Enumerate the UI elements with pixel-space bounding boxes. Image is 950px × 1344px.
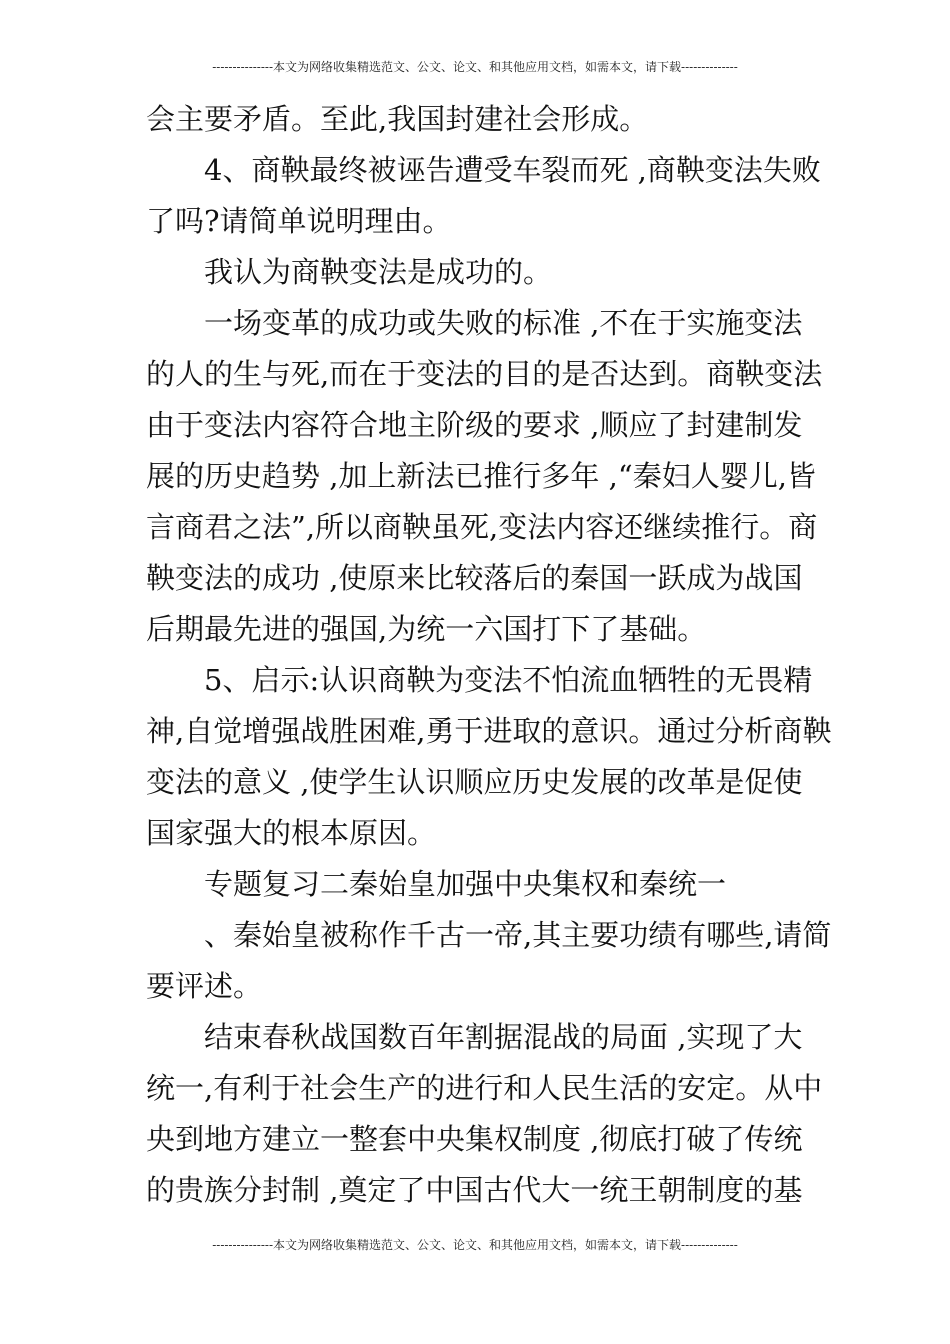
text-line: 统一,有利于社会生产的进行和人民生活的安定。从中 xyxy=(146,1071,823,1105)
text-line: 鞅变法的成功 ,使原来比较落后的秦国一跃成为战国 xyxy=(146,561,803,595)
text-line: 会主要矛盾。至此,我国封建社会形成。 xyxy=(146,102,649,136)
text-line: 、秦始皇被称作千古一帝,其主要功绩有哪些,请简 xyxy=(204,918,832,952)
text-line: 要评述。 xyxy=(146,969,263,1003)
text-line: 一场变革的成功或失败的标准 ,不在于实施变法 xyxy=(204,306,803,340)
text-line: 结束春秋战国数百年割据混战的局面 ,实现了大 xyxy=(204,1020,803,1054)
document-body xyxy=(146,94,832,1216)
text-line: 的贵族分封制 ,奠定了中国古代大一统王朝制度的基 xyxy=(146,1173,803,1207)
section-heading: 专题复习二秦始皇加强中央集权和秦统一 xyxy=(204,867,727,901)
text-line: 后期最先进的强国,为统一六国打下了基础。 xyxy=(146,612,707,646)
footer-banner: ---------------本文为网络收集精选范文、公文、论文、和其他应用文档，如需本文，请下载-------------- xyxy=(212,1238,738,1252)
text-line: 了吗?请简单说明理由。 xyxy=(146,204,452,238)
text-line: 的人的生与死,而在于变法的目的是否达到。商鞅变法 xyxy=(146,357,823,391)
text-line: 5、启示:认识商鞅为变法不怕流血牺牲的无畏精 xyxy=(204,663,813,697)
text-line: 国家强大的根本原因。 xyxy=(146,816,437,850)
text-line: 央到地方建立一整套中央集权制度 ,彻底打破了传统 xyxy=(146,1122,803,1156)
text-line: 展的历史趋势 ,加上新法已推行多年 ,“秦妇人婴儿,皆 xyxy=(146,459,816,493)
text-line: 言商君之法”,所以商鞅虽死,变法内容还继续推行。商 xyxy=(146,510,818,544)
header-banner: ---------------本文为网络收集精选范文、公文、论文、和其他应用文档，如需本文，请下载-------------- xyxy=(212,60,738,74)
text-line: 4、商鞅最终被诬告遭受车裂而死 ,商鞅变法失败 xyxy=(204,153,821,187)
text-line: 神,自觉增强战胜困难,勇于进取的意识。通过分析商鞅 xyxy=(146,714,832,748)
text-line: 变法的意义 ,使学生认识顺应历史发展的改革是促使 xyxy=(146,765,803,799)
text-line: 由于变法内容符合地主阶级的要求 ,顺应了封建制发 xyxy=(146,408,803,442)
text-line: 我认为商鞅变法是成功的。 xyxy=(204,255,553,289)
